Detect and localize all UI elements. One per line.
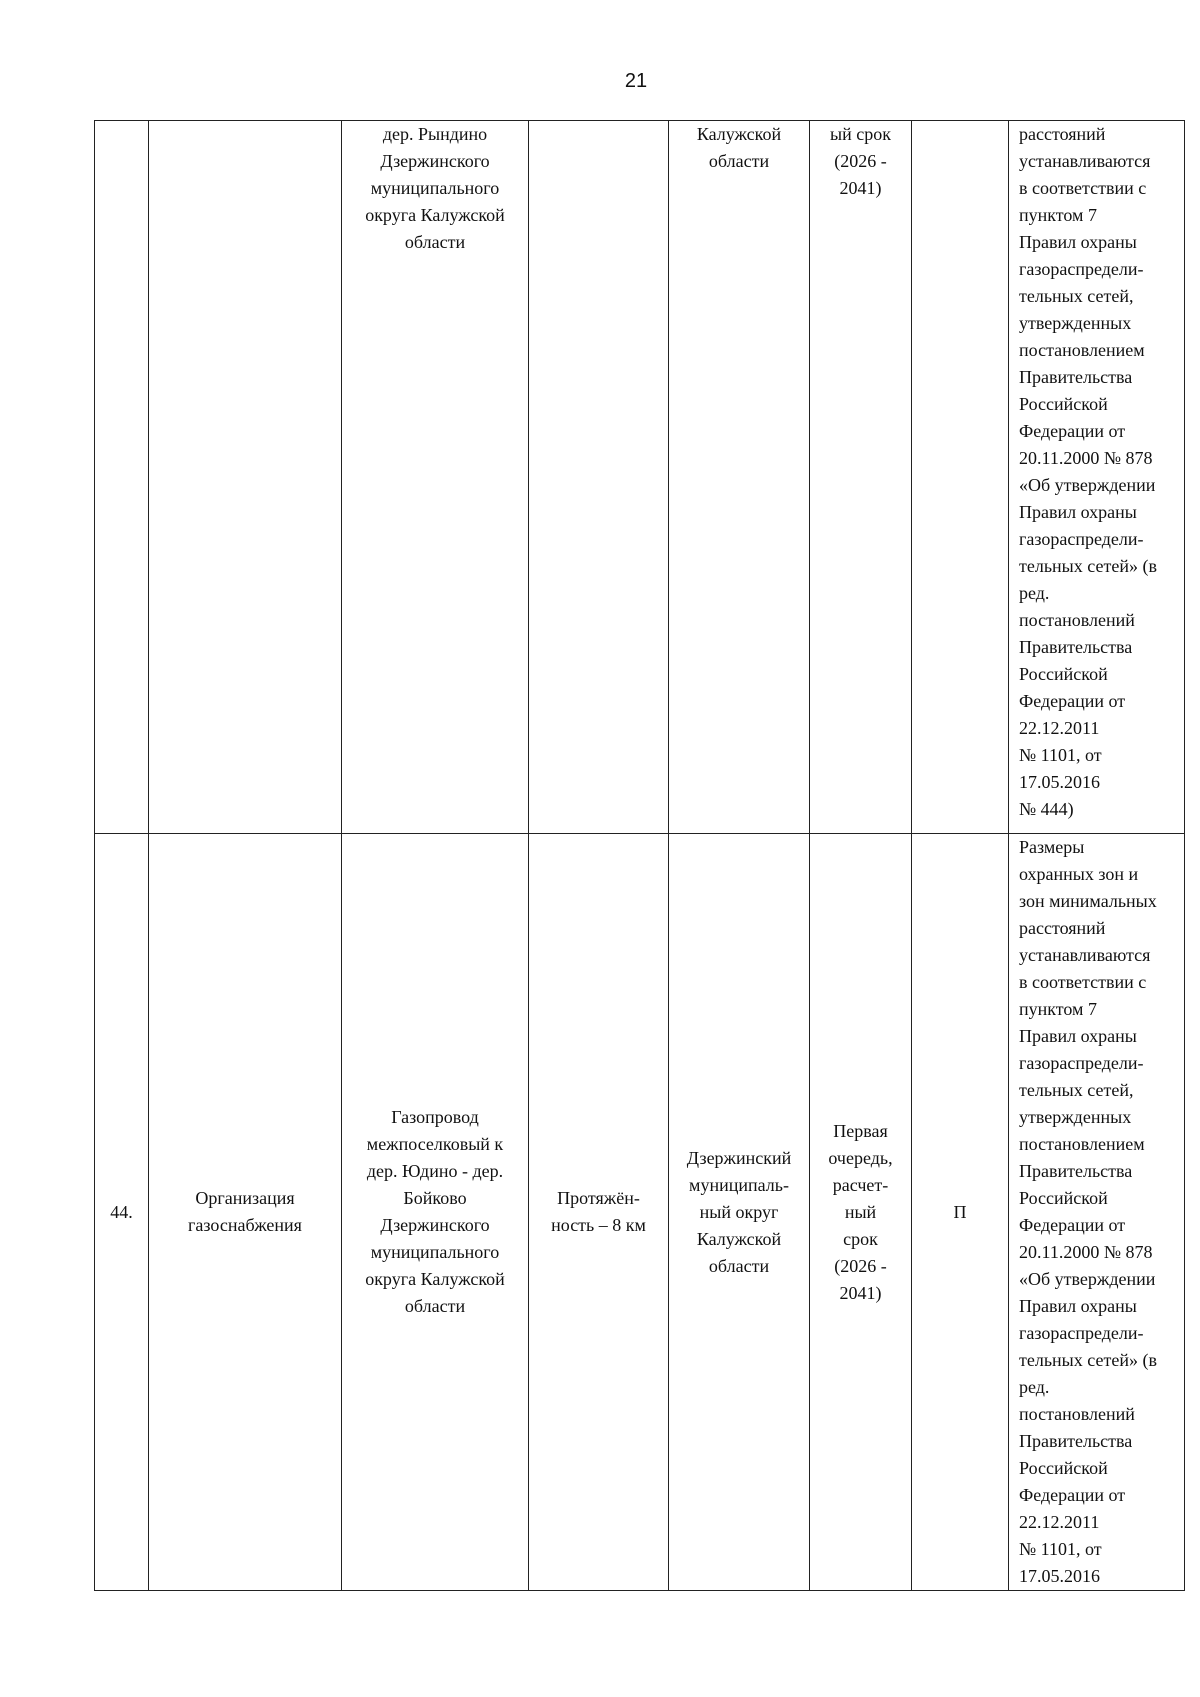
table-row-44 [95, 834, 1185, 1591]
text-line: № 444) [1019, 799, 1074, 819]
text-line: округа Калужской [365, 1269, 505, 1289]
text-line: расстояний [1019, 124, 1106, 144]
text-line: (2026 - [834, 151, 887, 171]
text-line: газораспредели- [1019, 529, 1144, 549]
text-line: межпоселковый к [366, 1134, 504, 1154]
text-line: муниципального [370, 178, 500, 198]
cell-name [149, 121, 342, 834]
text-line: Дзержинского [380, 151, 490, 171]
text-line: газораспредели- [1019, 259, 1144, 279]
text-line: Российской [1019, 1458, 1108, 1478]
text-line: очередь, [828, 1147, 893, 1168]
cell-status: П [912, 834, 1009, 1591]
text-line: ный [844, 1201, 877, 1222]
text-line: Правил охраны [1019, 1026, 1137, 1046]
text-line: Протяжён- [557, 1188, 640, 1208]
text-line: газораспредели- [1019, 1053, 1144, 1073]
cell-num [95, 121, 149, 834]
page-number: 21 [624, 70, 648, 92]
text-line: Правительства [1019, 1161, 1133, 1181]
text-line: пунктом 7 [1019, 999, 1097, 1019]
cell-stage [810, 121, 912, 834]
text-line: 22.12.2011 [1019, 718, 1100, 738]
text-line: дер. Рындино [382, 124, 488, 144]
text-line: Калужской [696, 1228, 782, 1249]
cell-num: 44. [95, 834, 149, 1591]
text-line: Размеры [1019, 837, 1085, 857]
text-line: газораспредели- [1019, 1323, 1144, 1343]
text-line: области [404, 1296, 466, 1316]
text-line: Правительства [1019, 367, 1133, 387]
text-line: области [708, 151, 770, 171]
text-line: Правил охраны [1019, 1296, 1137, 1316]
text-line: пунктом 7 [1019, 205, 1097, 225]
text-line: Российской [1019, 1188, 1108, 1208]
text-line: Калужской [696, 124, 782, 144]
text-line: в соответствии с [1019, 178, 1147, 198]
text-line: расстояний [1019, 918, 1106, 938]
cell-stage [810, 834, 912, 1591]
text-line: Правил охраны [1019, 232, 1137, 252]
table-row-continued [95, 121, 1185, 834]
text-line: муниципального [370, 1242, 500, 1262]
text-line: Первая [833, 1120, 888, 1141]
text-line: Дзержинского [380, 1215, 490, 1235]
text-line: Дзержинский [686, 1147, 792, 1168]
cell-location [669, 121, 810, 834]
text-line: Организация [195, 1188, 295, 1208]
cell-params [529, 834, 669, 1591]
text-line: 2041) [839, 1282, 882, 1303]
text-line: постановлением [1019, 340, 1145, 360]
text-line: устанавливаются [1019, 151, 1151, 171]
text-line: дер. Юдино - дер. [366, 1161, 504, 1181]
text-line: 22.12.2011 [1019, 1512, 1100, 1532]
text-line: (2026 - [834, 1255, 887, 1276]
text-line: 17.05.2016 [1019, 772, 1100, 792]
text-line: Бойково [403, 1188, 467, 1208]
cell-object [342, 121, 529, 834]
text-line: «Об утверждении [1019, 475, 1156, 495]
cell-notes [1009, 834, 1185, 1591]
text-line: области [404, 232, 466, 252]
text-line: ый срок [830, 124, 891, 144]
text-line: постановлений [1019, 1404, 1135, 1424]
text-line: № 1101, от [1019, 1539, 1102, 1559]
text-line: Российской [1019, 394, 1108, 414]
text-line: Правительства [1019, 1431, 1133, 1451]
text-line: в соответствии с [1019, 972, 1147, 992]
cell-params [529, 121, 669, 834]
text-line: газоснабжения [188, 1215, 302, 1235]
text-line: охранных зон и [1019, 864, 1139, 884]
text-line: постановлений [1019, 610, 1135, 630]
text-line: Федерации от [1019, 1485, 1126, 1505]
cell-name [149, 834, 342, 1591]
text-line: муниципаль- [689, 1174, 789, 1195]
text-line: ность – 8 км [551, 1215, 646, 1235]
cell-location [669, 834, 810, 1591]
text-line: ред. [1019, 583, 1050, 603]
text-line: области [708, 1255, 770, 1276]
text-line: устанавливаются [1019, 945, 1151, 965]
text-line: 20.11.2000 № 878 [1019, 448, 1153, 468]
text-line: Федерации от [1019, 1215, 1126, 1235]
text-line: Правил охраны [1019, 502, 1137, 522]
cell-status [912, 121, 1009, 834]
text-line: № 1101, от [1019, 745, 1102, 765]
text-line: утвержденных [1019, 313, 1132, 333]
text-line: постановлением [1019, 1134, 1145, 1154]
text-line: расчет- [832, 1174, 889, 1195]
text-line: ный округ [699, 1201, 779, 1222]
planning-table [94, 120, 1185, 1591]
text-line: 17.05.2016 [1019, 1566, 1100, 1586]
text-line: «Об утверждении [1019, 1269, 1156, 1289]
cell-object [342, 834, 529, 1591]
cell-notes [1009, 121, 1185, 834]
text-line: зон минимальных [1019, 891, 1157, 911]
text-line: тельных сетей» (в [1019, 556, 1157, 576]
text-line: Правительства [1019, 637, 1133, 657]
text-line: тельных сетей, [1019, 1080, 1134, 1100]
text-line: Российской [1019, 664, 1108, 684]
text-line: округа Калужской [365, 205, 505, 225]
text-line: срок [843, 1228, 878, 1249]
text-line: Газопровод [391, 1107, 479, 1127]
text-line: Федерации от [1019, 691, 1126, 711]
text-line: тельных сетей, [1019, 286, 1134, 306]
text-line: утвержденных [1019, 1107, 1132, 1127]
text-line: тельных сетей» (в [1019, 1350, 1157, 1370]
text-line: 20.11.2000 № 878 [1019, 1242, 1153, 1262]
text-line: 2041) [839, 178, 882, 198]
text-line: ред. [1019, 1377, 1050, 1397]
text-line: Федерации от [1019, 421, 1126, 441]
